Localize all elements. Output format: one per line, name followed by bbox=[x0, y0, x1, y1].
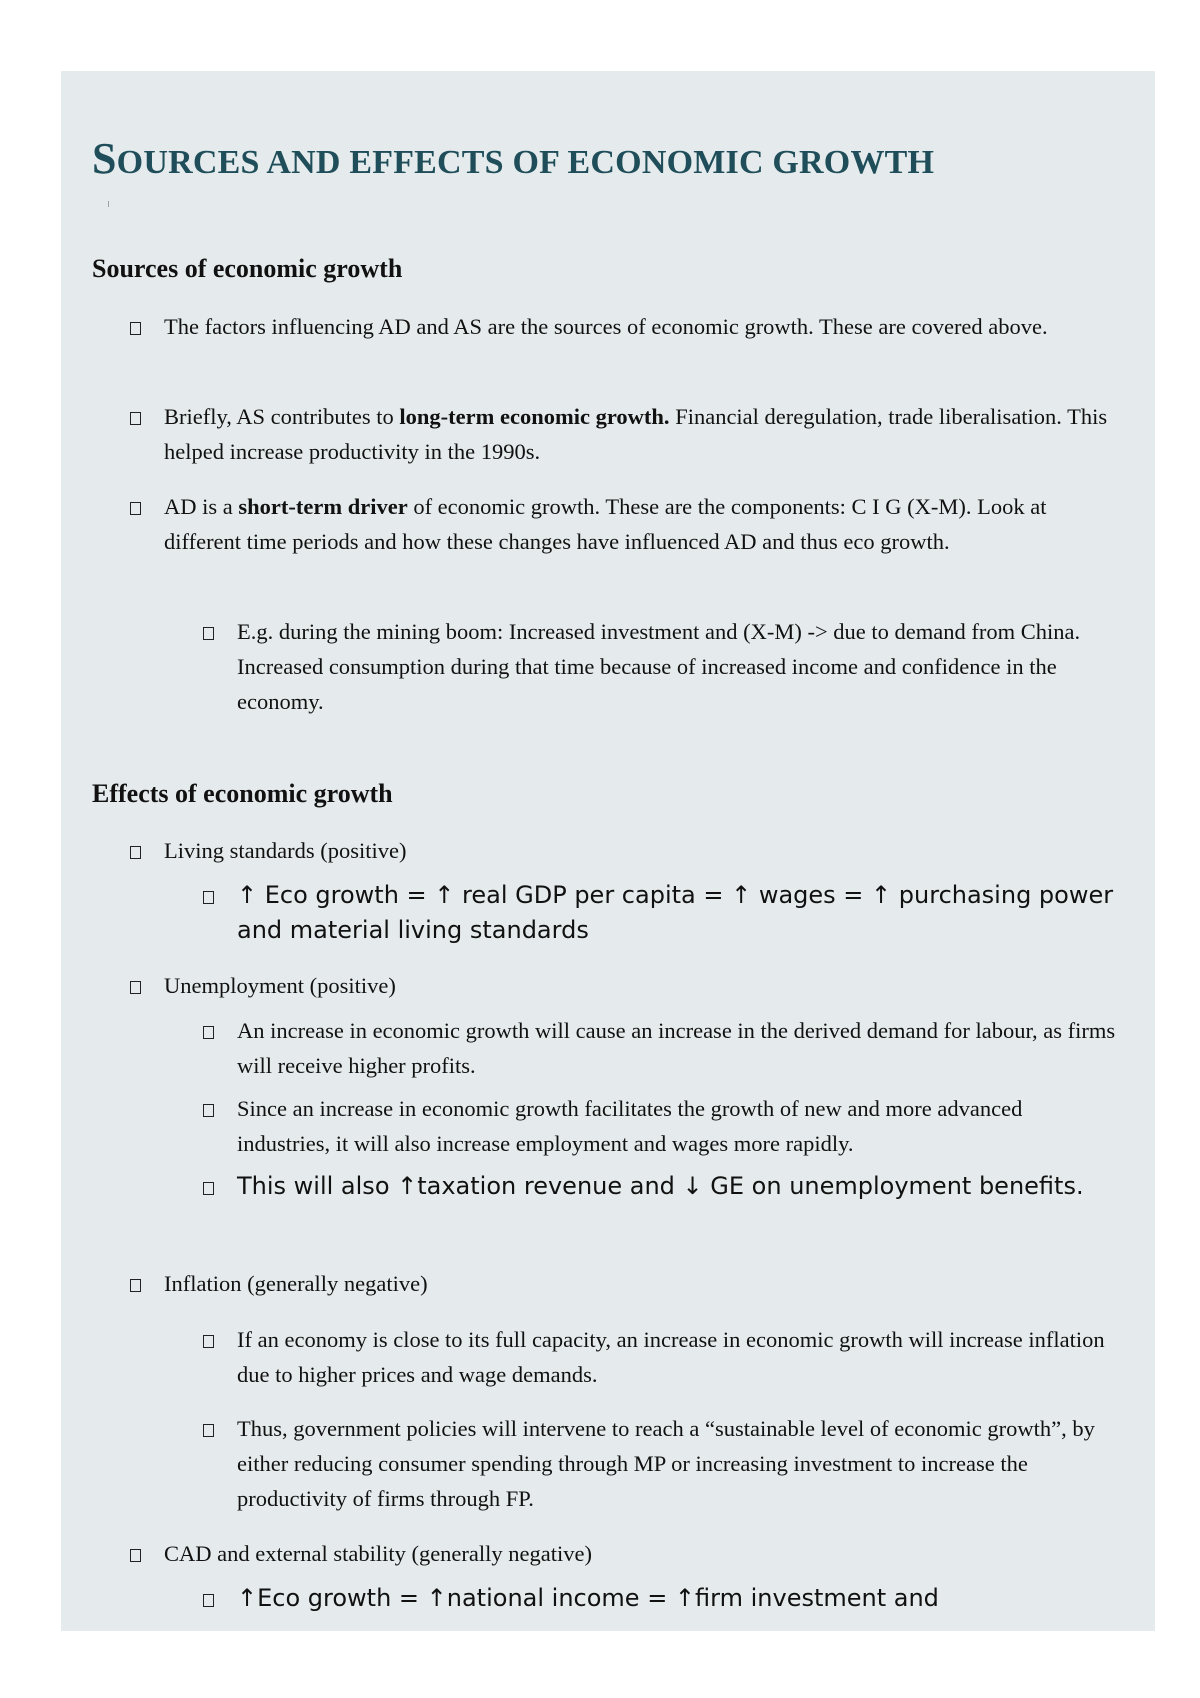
effects-unemployment: Unemployment (positive) bbox=[164, 973, 396, 998]
sources-heading: Sources of economic growth bbox=[92, 254, 403, 283]
sources-item-3 bbox=[164, 489, 1124, 559]
effects-living-standards: Living standards (positive) bbox=[164, 838, 407, 863]
divider-mark bbox=[108, 201, 109, 207]
bullet-checkbox-icon bbox=[203, 1026, 214, 1039]
effects-living-standards-sub: ↑ Eco growth = ↑ real GDP per capita = ↑ wages = ↑ purchasing power and material living standards bbox=[237, 881, 1114, 944]
sources-item-2 bbox=[164, 399, 1124, 469]
page-title bbox=[92, 133, 934, 184]
effects-unemployment-sub-2: Since an increase in economic growth facilitates the growth of new and more advanced industries, it will also increase employment and wages more rapidly. bbox=[237, 1096, 1023, 1156]
bullet-checkbox-icon bbox=[130, 981, 141, 994]
effects-heading: Effects of economic growth bbox=[92, 779, 393, 808]
bullet-checkbox-icon bbox=[203, 627, 214, 640]
bullet-checkbox-icon bbox=[130, 322, 141, 335]
effects-cad-sub: ↑Eco growth = ↑national income = ↑firm investment and bbox=[237, 1584, 939, 1612]
bullet-checkbox-icon bbox=[203, 1104, 214, 1117]
sources-item-3-bold: short-term driver bbox=[238, 494, 408, 519]
sources-item-3-pre: AD is a bbox=[164, 494, 239, 519]
sources-item-2-bold: long-term economic growth. bbox=[399, 404, 670, 429]
effects-inflation-sub-2: Thus, government policies will intervene to reach a “sustainable level of economic growth”, by either reducing consumer spending through MP or increasing investment to increase the productivity of firms through FP. bbox=[237, 1416, 1095, 1511]
effects-unemployment-sub-3: This will also ↑taxation revenue and ↓ GE on unemployment benefits. bbox=[237, 1172, 1084, 1200]
effects-inflation-sub-1: If an economy is close to its full capacity, an increase in economic growth will increase inflation due to higher prices and wage demands. bbox=[237, 1327, 1105, 1387]
bullet-checkbox-icon bbox=[130, 1279, 141, 1292]
bullet-checkbox-icon bbox=[203, 891, 214, 904]
bullet-checkbox-icon bbox=[130, 502, 141, 515]
bullet-checkbox-icon bbox=[203, 1424, 214, 1437]
sources-item-1: The factors influencing AD and AS are the sources of economic growth. These are covered above. bbox=[164, 314, 1048, 339]
title-first-letter: S bbox=[92, 134, 117, 183]
bullet-checkbox-icon bbox=[130, 1549, 141, 1562]
bullet-checkbox-icon bbox=[130, 846, 141, 859]
sources-item-3-post: of economic growth. These are the components: C I G (X-M). Look at different time periods and how these changes have influenced AD and thus eco growth. bbox=[164, 494, 1047, 554]
title-rest: OURCES AND EFFECTS OF ECONOMIC GROWTH bbox=[116, 144, 935, 181]
sources-item-2-pre: Briefly, AS contributes to bbox=[164, 404, 400, 429]
sources-item-2-post: Financial deregulation, trade liberalisation. This helped increase productivity in the 1990s. bbox=[164, 404, 1108, 464]
document-page bbox=[61, 71, 1155, 1631]
effects-cad: CAD and external stability (generally negative) bbox=[164, 1541, 592, 1566]
bullet-checkbox-icon bbox=[203, 1182, 214, 1195]
sources-item-3-sub: E.g. during the mining boom: Increased investment and (X-M) -> due to demand from China. Increased consumption during that time because of increased income and confidence in the economy. bbox=[237, 619, 1081, 714]
effects-unemployment-sub-1: An increase in economic growth will cause an increase in the derived demand for labour, as firms will receive higher profits. bbox=[237, 1018, 1116, 1078]
effects-inflation: Inflation (generally negative) bbox=[164, 1271, 428, 1296]
bullet-checkbox-icon bbox=[203, 1335, 214, 1348]
bullet-checkbox-icon bbox=[130, 412, 141, 425]
bullet-checkbox-icon bbox=[203, 1594, 214, 1607]
